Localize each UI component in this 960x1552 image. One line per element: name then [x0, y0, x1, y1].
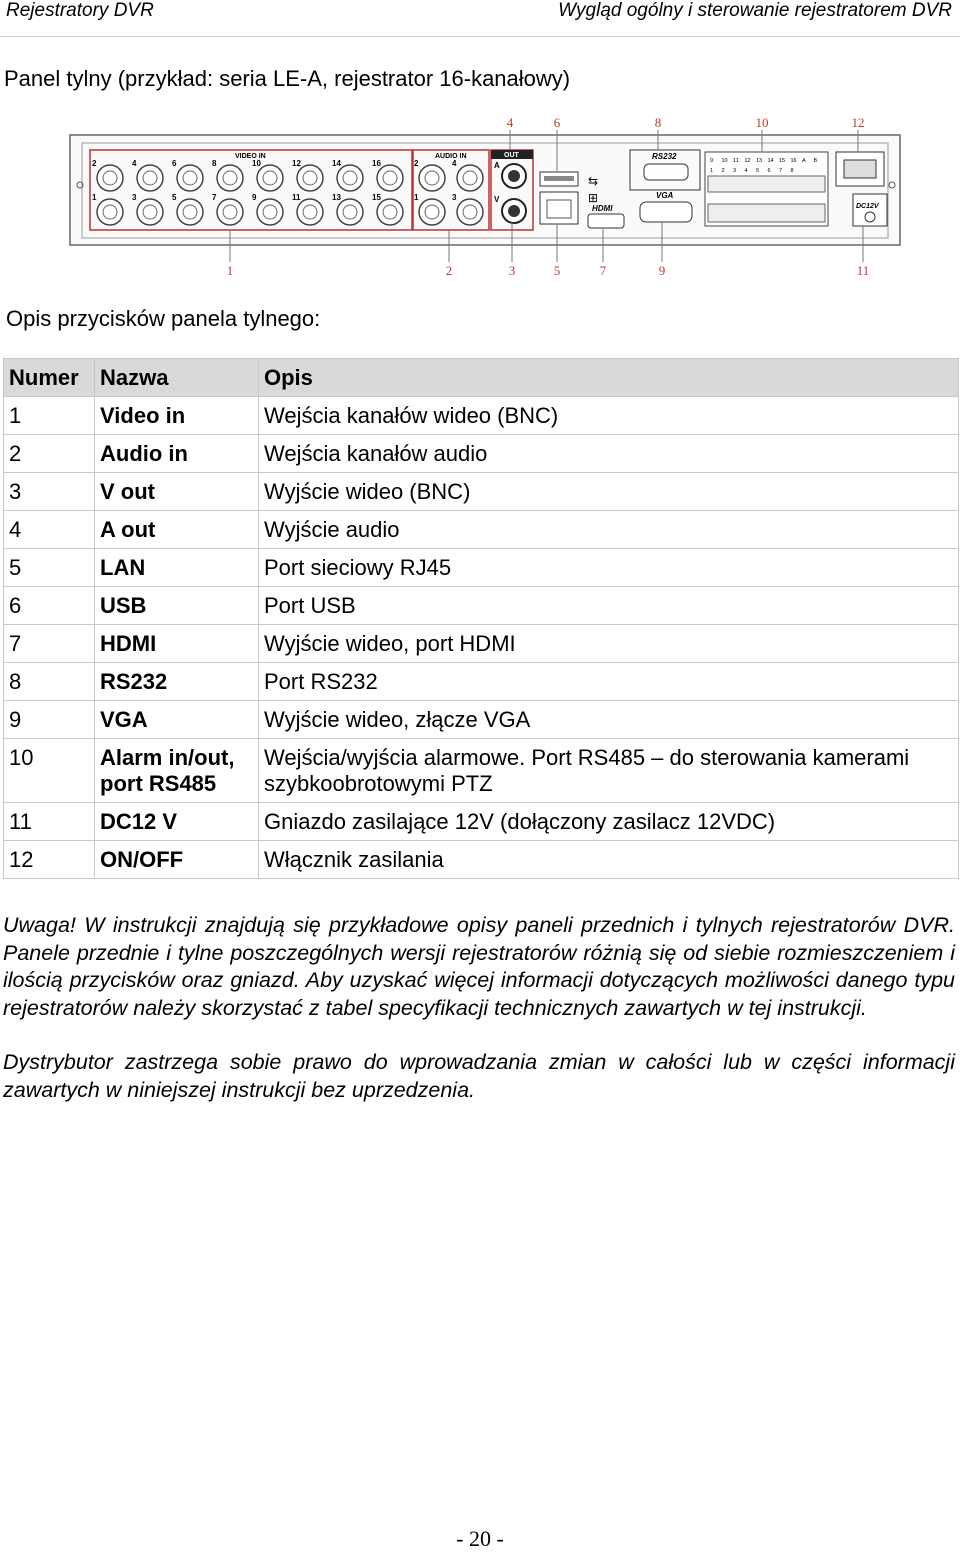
row-name: LAN: [95, 549, 259, 587]
rs232-port: [644, 164, 688, 180]
row-number: 9: [4, 701, 95, 739]
row-number: 7: [4, 625, 95, 663]
row-name: RS232: [95, 663, 259, 701]
alarm-terminal-label: 6: [767, 168, 771, 174]
table-row: [4, 701, 959, 739]
alarm-terminal-label: 9: [710, 158, 714, 164]
alarm-terminal-label: 3: [733, 168, 737, 174]
row-name: ON/OFF: [95, 841, 259, 879]
row-name: Video in: [95, 397, 259, 435]
connector-label: 1: [414, 193, 419, 202]
callout-number-12: 12: [851, 115, 865, 130]
callout-number-9: 9: [658, 263, 666, 278]
row-number: 12: [4, 841, 95, 879]
a-label: A: [494, 161, 500, 170]
table-row: [4, 663, 959, 701]
notes: [3, 912, 955, 1131]
table-row: [4, 625, 959, 663]
connector-label: 1: [92, 193, 97, 202]
alarm-terminal-label: 13: [756, 158, 763, 164]
alarm-terminal-label: 8: [790, 168, 794, 174]
header-description: Opis: [259, 359, 959, 397]
table-row: [4, 803, 959, 841]
table-header-row: [4, 359, 959, 397]
alarm-terminal-label: 5: [756, 168, 760, 174]
alarm-terminal-label: 12: [744, 158, 751, 164]
lan-port: [540, 192, 578, 224]
dc-jack: [865, 212, 875, 222]
table-row: [4, 549, 959, 587]
connector-label: 9: [252, 193, 257, 202]
callout-number-1: 1: [226, 263, 234, 278]
row-name: V out: [95, 473, 259, 511]
connector-label: 3: [132, 193, 137, 202]
bnc-connector: [457, 199, 483, 225]
alarm-terminal-blocks-top: [708, 176, 825, 192]
connector-label: 14: [332, 159, 341, 168]
connector-label: 2: [92, 159, 97, 168]
row-number: 3: [4, 473, 95, 511]
row-name: A out: [95, 511, 259, 549]
callout-number-8: 8: [654, 115, 662, 130]
connector-label: 8: [212, 159, 217, 168]
note-warning: Uwaga! W instrukcji znajdują się przykładowe opisy paneli przednich i tylnych rejestratorów DVR. Panele przednie i tylne poszczególnych wersji rejestratorów różnią się od siebie rozmieszczeniem i ilością przycisków oraz gniazd. Aby uzyskać więcej informacji dotyczących możliwości danego typu rejestratorów należy skorzystać z tabel specyfikacji technicznych zawartych w tej instrukcji.: [3, 913, 955, 1020]
connector-label: 7: [212, 193, 217, 202]
bnc-connector: [97, 165, 123, 191]
callout-number-7: 7: [599, 263, 607, 278]
row-description: Port USB: [259, 587, 959, 625]
bnc-connector: [177, 199, 203, 225]
alarm-terminal-label: 11: [733, 158, 739, 164]
header-name: Nazwa: [95, 359, 259, 397]
bnc-connector: [457, 165, 483, 191]
row-description: Port RS232: [259, 663, 959, 701]
row-description: Gniazdo zasilające 12V (dołączony zasilacz 12VDC): [259, 803, 959, 841]
alarm-terminal-label: 10: [721, 158, 728, 164]
bnc-connector: [177, 165, 203, 191]
table-row: [4, 587, 959, 625]
bnc-connector: [137, 165, 163, 191]
bnc-connector: [217, 165, 243, 191]
row-name: DC12 V: [95, 803, 259, 841]
bnc-connector: [257, 199, 283, 225]
v-label: V: [494, 195, 500, 204]
page-header: [0, 0, 960, 37]
row-number: 10: [4, 739, 95, 803]
row-name: USB: [95, 587, 259, 625]
connector-label: 6: [172, 159, 177, 168]
connector-label: 5: [172, 193, 177, 202]
callout-number-5: 5: [553, 263, 561, 278]
row-number: 1: [4, 397, 95, 435]
row-number: 8: [4, 663, 95, 701]
section-title: Panel tylny (przykład: seria LE-A, rejestrator 16-kanałowy): [4, 66, 571, 91]
callout-number-2: 2: [445, 263, 453, 278]
header-right: Wygląd ogólny i sterowanie rejestratorem DVR: [558, 0, 952, 21]
alarm-terminal-label: B: [813, 158, 818, 164]
audio-in-label: AUDIO IN: [435, 153, 467, 160]
alarm-terminal-label: 16: [790, 158, 797, 164]
connector-label: 15: [372, 193, 381, 202]
header-number: Numer: [4, 359, 95, 397]
bnc-connector: [377, 199, 403, 225]
alarm-terminal-label: 15: [779, 158, 786, 164]
table-row: [4, 435, 959, 473]
usb-icon: ⇆: [588, 174, 599, 188]
row-description: Wejścia kanałów audio: [259, 435, 959, 473]
connector-label: 2: [414, 159, 419, 168]
network-icon: ⊞: [588, 191, 599, 205]
callout-number-10: 10: [755, 115, 769, 130]
bnc-connector: [137, 199, 163, 225]
bnc-connector: [337, 165, 363, 191]
row-name: Audio in: [95, 435, 259, 473]
table-row: [4, 473, 959, 511]
row-description: Port sieciowy RJ45: [259, 549, 959, 587]
bnc-connector: [419, 199, 445, 225]
callout-number-4: 4: [506, 115, 514, 130]
row-number: 2: [4, 435, 95, 473]
rear-panel-table: [3, 358, 959, 879]
connector-label: 12: [292, 159, 301, 168]
power-switch-rocker: [844, 160, 876, 178]
table-body: [4, 397, 959, 879]
row-name: HDMI: [95, 625, 259, 663]
alarm-terminal-label: 1: [710, 168, 714, 174]
table-row: [4, 841, 959, 879]
page-number: - 20 -: [456, 1526, 504, 1551]
row-number: 11: [4, 803, 95, 841]
rear-panel-diagram: [60, 110, 910, 285]
bnc-connector: [257, 165, 283, 191]
bnc-connector: [297, 165, 323, 191]
connector-label: 3: [452, 193, 457, 202]
row-name: VGA: [95, 701, 259, 739]
alarm-terminal-label: A: [802, 158, 806, 164]
connector-label: 16: [372, 159, 381, 168]
bnc-connector: [97, 199, 123, 225]
note-distributor: Dystrybutor zastrzega sobie prawo do wprowadzania zmian w całości lub w części informacji zawartych w niniejszej instrukcji bez uprzedzenia.: [3, 1050, 955, 1102]
hdmi-label: HDMI: [592, 204, 613, 213]
alarm-terminal-label: 2: [721, 168, 725, 174]
hdmi-port: [588, 214, 624, 228]
callout-number-3: 3: [508, 263, 516, 278]
row-description: Włącznik zasilania: [259, 841, 959, 879]
bnc-connector: [377, 165, 403, 191]
callout-number-11: 11: [856, 263, 870, 278]
connector-label: 13: [332, 193, 341, 202]
bnc-connector: [419, 165, 445, 191]
header-left: Rejestratory DVR: [6, 0, 154, 21]
row-number: 6: [4, 587, 95, 625]
callout-number-6: 6: [553, 115, 561, 130]
v-out-connector-core: [508, 205, 520, 217]
row-description: Wejścia/wyjścia alarmowe. Port RS485 – do sterowania kamerami szybkoobrotowymi PTZ: [259, 739, 959, 803]
table-row: [4, 511, 959, 549]
vga-port: [640, 202, 692, 222]
table-row: [4, 739, 959, 803]
row-name: Alarm in/out, port RS485: [95, 739, 259, 803]
video-in-label: VIDEO IN: [235, 153, 266, 160]
bnc-connector: [217, 199, 243, 225]
dc12v-label: DC12V: [856, 203, 879, 210]
vga-label: VGA: [656, 191, 674, 200]
table-subtitle: Opis przycisków panela tylnego:: [6, 306, 321, 331]
usb-port-inner: [544, 176, 574, 181]
connector-label: 4: [452, 159, 457, 168]
row-description: Wyjście wideo (BNC): [259, 473, 959, 511]
out-label: OUT: [504, 152, 519, 159]
table-row: [4, 397, 959, 435]
alarm-terminal-label: 14: [767, 158, 774, 164]
row-number: 4: [4, 511, 95, 549]
row-description: Wejścia kanałów wideo (BNC): [259, 397, 959, 435]
row-description: Wyjście wideo, złącze VGA: [259, 701, 959, 739]
rs232-label: RS232: [652, 152, 677, 161]
connector-label: 10: [252, 159, 261, 168]
alarm-terminal-label: 7: [779, 168, 783, 174]
connector-label: 4: [132, 159, 137, 168]
row-description: Wyjście wideo, port HDMI: [259, 625, 959, 663]
alarm-terminal-label: 4: [744, 168, 748, 174]
bnc-connector: [337, 199, 363, 225]
connector-label: 11: [292, 193, 301, 202]
row-number: 5: [4, 549, 95, 587]
alarm-terminal-blocks-bottom: [708, 204, 825, 222]
bnc-connector: [297, 199, 323, 225]
row-description: Wyjście audio: [259, 511, 959, 549]
a-out-connector-core: [508, 170, 520, 182]
